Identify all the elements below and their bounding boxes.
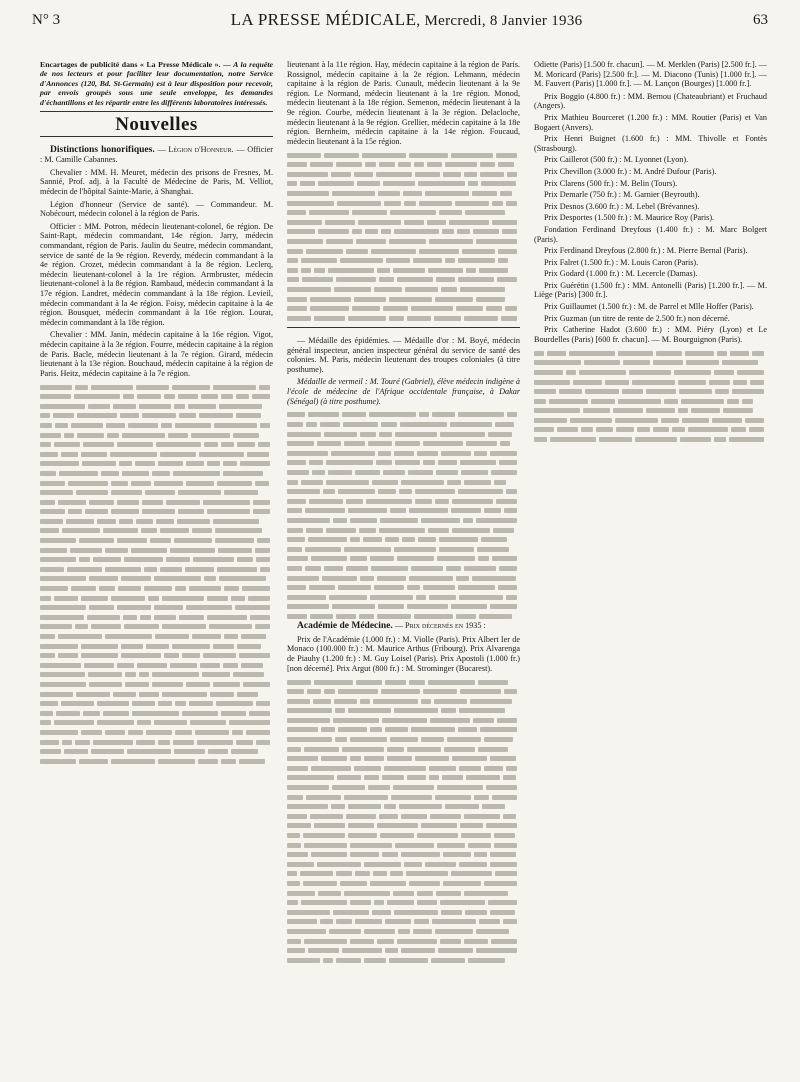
text-line [40,497,273,507]
text-line [40,421,273,431]
text-line [287,773,520,783]
text-line [40,747,273,757]
text-line [287,955,520,965]
col3-paragraph: Odiette (Paris) [1.500 fr. chacun]. — M. Merklen (Paris) [2.500 fr.]. — M. Moricard (Paris) [2.500 fr.]. — M. Diacono (Tunis) [1.000 fr.]. — M. Fauvert (Paris) [1.000 fr.]. — M. Lançon (Bourges) [1.000 fr.]. [534,60,767,89]
text-line [287,275,520,285]
text-line [287,189,520,199]
text-line [40,449,273,459]
text-line [287,927,520,937]
text-line [287,592,520,602]
chevalier-paragraph: Chevalier : MM. H. Meuret, médecin des prisons de Fresnes, M. Sannié, Prof. adj. à la Faculté de Médecine de Paris, M. Velliot, médecin de l'hôpital Sainte-Marie, à Shanghai. [40,167,273,196]
text-line [287,477,520,487]
prize-entry: Prix Guillaumet (1.500 fr.) : M. de Parrel et Mlle Hoffer (Paris). [544,302,754,312]
text-line [40,411,273,421]
text-line [287,449,520,459]
column-3 [534,60,767,965]
text-line [287,564,520,574]
divider [287,327,520,328]
page-number: 63 [753,11,768,28]
text-line [40,708,273,718]
text-line [287,256,520,266]
columns [40,60,770,965]
text-line [287,754,520,764]
prize-entry: Prix Demarle (750 fr.) : M. Garnier (Beyrouth). [544,190,700,200]
prize-entry: Prix Henri Buignet (1.600 fr.) : MM. Thivolle et Fontès (Strasbourg). [534,134,767,153]
text-line [40,517,273,527]
text-line [534,406,767,416]
medaille2-paragraph: Médaille de vermeil : M. Touré (Gabriel), élève médecin indigène à l'école de médecine de l'Afrique occidentale française, à Dakar (Sénégal) (à titre posthume). [287,377,520,406]
continued-text-block [287,410,520,621]
text-line [534,435,767,445]
text-line [40,392,273,402]
legion-sante-paragraph: Légion d'honneur (Service de santé). — Commandeur. M. Nobécourt, médecin colonel à la région de Paris. [40,199,273,219]
prize-entry: Fondation Ferdinand Dreyfous (1.400 fr.) : M. Marc Bolgert (Paris). [534,224,767,244]
text-line [40,632,273,642]
prize-entry: Prix Godard (1.000 fr.) : M. Lecercle (Damas). [544,269,698,279]
text-line [287,917,520,927]
divider [40,111,273,112]
text-line [40,440,273,450]
text-line [287,946,520,956]
text-line [287,850,520,860]
text-line [287,545,520,555]
text-line [287,802,520,812]
text-line [40,728,273,738]
continued-text-block [287,677,520,965]
text-line [287,420,520,430]
text-line [40,651,273,661]
text-line [287,869,520,879]
text-line [287,735,520,745]
prize-entry: Prix Caillerot (500 fr.) : M. Lyonnet (Lyon). [544,155,689,165]
prize-entry: Prix Clarens (500 fr.) : M. Belin (Tours). [544,178,678,188]
text-line [287,429,520,439]
text-line [40,641,273,651]
distinctions-sub: — Légion d'Honneur. [157,144,234,154]
text-line [40,478,273,488]
col2-paragraph: lieutenant à la 11e région. Hay, médecin capitaine à la région de Paris. Rossignol, médecin capitaine à la 2e région. Lehmann, médecin capitaine à la région de Paris. Cunault, médecin lieutenant à la 9e région. Le Normand, médecin lieutenant à la 1re région. Monod, médecin lieutenant à la 18e région. Semenon, médecin lieutenant à la 9e région. Courbe, médecin lieutenant à la 3e région. Delacloche, médecin lieutenant à la 9e région. Grellier, médecin capitaine à la 18e région. Bernheim, médecin capitaine à la 14e région. Foucaud, médecin lieutenant à la 15e région. [287,60,520,146]
prize-entry: Prix Desnos (3.600 fr.) : M. Lebel (Brévannes). [544,201,700,211]
text-line [40,718,273,728]
continued-text-block [534,348,767,444]
text-line [287,812,520,822]
text-line [40,574,273,584]
text-line [287,687,520,697]
text-line [40,622,273,632]
text-line [40,584,273,594]
text-line [40,545,273,555]
text-line [40,469,273,479]
text-line [287,573,520,583]
continued-text-block [287,150,520,323]
text-line [287,458,520,468]
text-line [287,583,520,593]
text-line [40,613,273,623]
text-line [40,680,273,690]
text-line [287,208,520,218]
text-line [40,670,273,680]
academie-heading [287,621,520,632]
academie-sub: — Prix décernés en 1935 : [394,621,486,631]
text-line [40,507,273,517]
text-line [40,488,273,498]
text-line [287,294,520,304]
text-line [40,382,273,392]
text-line [287,821,520,831]
text-line [287,725,520,735]
continued-text-block [40,382,273,766]
text-line [287,744,520,754]
text-line [40,401,273,411]
text-line [287,410,520,420]
prize-list [534,92,767,345]
text-line [40,459,273,469]
issue-number: N° 3 [32,11,61,28]
text-line [287,246,520,256]
text-line [534,416,767,426]
text-line [287,840,520,850]
text-line [534,425,767,435]
prize-entry: Prix Desportes (1.500 fr.) : M. Maurice Roy (Paris). [544,213,715,223]
text-line [287,602,520,612]
text-line [287,879,520,889]
column-2 [287,60,520,965]
text-line [287,487,520,497]
prize-entry: Prix Mathieu Bourceret (1.200 fr.) : MM. Routier (Paris) et Van Bogaert (Anvers). [534,112,767,132]
page-header [0,0,800,40]
text-line [534,348,767,358]
text-line [287,936,520,946]
text-line [40,699,273,709]
text-line [287,612,520,622]
text-line [40,689,273,699]
text-line [287,468,520,478]
text-line [287,237,520,247]
text-line [287,313,520,323]
text-line [287,506,520,516]
medaille-paragraph: — Médaille des épidémies. — Médaille d'or : M. Boyé, médecin général inspecteur, ancien inspecteur général du service de santé des colonies. M. Paris, médecin lieutenant des troupes coloniales (à titre posthume). [287,336,520,374]
text-line [287,860,520,870]
paper-name: LA PRESSE MÉDICALE [230,10,417,29]
text-line [534,387,767,397]
text-line [287,497,520,507]
text-line [287,198,520,208]
prize-entry: Prix Chevillon (3.000 fr.) : M. André Dufour (Paris). [544,166,717,176]
officier-text: — Officier : M. Camille Cabannes. [40,144,274,165]
text-line [287,907,520,917]
notice-title: Encartages de publicité dans « La Presse Médicale ». [40,60,221,69]
officier2-paragraph: Officier : MM. Potron, médecin lieutenant-colonel, 6e région. De Saint-Rapt, médecin commandant, 14e région. Jarry, médecin commandant, région de Paris. Jaulin du Seutre, médecin commandant, service de santé de la 9e région. Reverdy, médecin commandant à la 4e région. Crozet, médecin commandant à la 8e région. Leclerq, médecin lieutenant-colonel à la 1re région. Armbruster, médecin lieutenant-colonel à la 8e région. Rambaud, médecin commandant à la 17e région. Landret, médecin commandant à la 18e région. Levieil, médecin commandant à la 4e région. Foisy, médecin capitaine à la 4e région. Bousquet, médecin commandant à la 16e région. Lourat, médecin commandant à la 18e région. [40,221,273,327]
advertising-notice [40,60,273,107]
text-line [287,439,520,449]
text-line [287,218,520,228]
text-line [534,377,767,387]
prize-entry: Prix Ferdinand Dreyfous (2.800 fr.) : M. Pierre Bernal (Paris). [544,246,748,256]
text-line [287,706,520,716]
prize-entry: Prix Guérétin (1.500 fr.) : MM. Antonelli (Paris) [1.200 fr.]. — M. Liège (Paris) [300 fr.]. [534,280,767,300]
masthead: LA PRESSE MÉDICALE, Mercredi, 8 Janvier 1936 [230,10,583,29]
text-line [534,358,767,368]
text-line [40,737,273,747]
divider [40,136,273,137]
text-line [40,430,273,440]
text-line [287,535,520,545]
text-line [287,227,520,237]
text-line [287,783,520,793]
section-title: Nouvelles [115,114,198,136]
column-1 [40,60,273,965]
text-line [40,661,273,671]
distinctions-heading [40,145,273,165]
text-line [287,831,520,841]
text-line [287,285,520,295]
text-line [40,593,273,603]
text-line [287,516,520,526]
academie-title: Académie de Médecine. [297,621,393,632]
text-line [534,396,767,406]
text-line [287,265,520,275]
text-line [40,536,273,546]
text-line [287,696,520,706]
prize-entry: Prix Catherine Hadot (3.600 fr.) : MM. Piéry (Lyon) et Le Bourdelles (Paris) [600 fr. chacun]. — M. Bourguignon (Paris). [534,325,767,344]
distinctions-title: Distinctions honorifiques. [50,144,155,155]
text-line [287,716,520,726]
text-line [287,888,520,898]
prize-entry: Prix Guzman (un titre de rente de 2.500 fr.) non décerné. [544,313,730,323]
text-line [287,160,520,170]
academie-paragraph: Prix de l'Académie (1.000 fr.) : M. Violle (Paris). Prix Albert Ier de Monaco (100.000 fr.) : M. Maurice Arthus (Fribourg). Prix Alvarenga de Piauhy (1.200 fr.) : M. Guy Loisel (Paris). Prix Apostoli (1.000 fr.) [non décerné]. Prix Argut (800 fr.) : M. Strominger (Bucarest). [287,634,520,673]
text-line [287,764,520,774]
text-line [40,555,273,565]
notice-body: — A la requête de nos lecteurs et pour faciliter leur documentation, notre Service d'Annonces (120, Bd. St-Germain) est à leur disposition pour recevoir, par envois groupés sous une seule enveloppe, les demandes d'échantillons et les répartir entre les différents laboratoires intéressés. [40,60,273,107]
issue-date: Mercredi, 8 Janvier 1936 [424,13,583,29]
text-line [287,792,520,802]
text-line [40,565,273,575]
text-line [534,368,767,378]
text-line [40,526,273,536]
text-line [287,179,520,189]
text-line [40,756,273,766]
chevalier2-paragraph: Chevalier : MM. Janin, médecin capitaine à la 16e région. Vigot, médecin capitaine à la 3e région. Fourre, médecin capitaine à la région de Paris. Bacle, médecin lieutenant à la 7e région. Girard, médecin lieutenant à la 13e région. Bouchaud, médecin capitaine à la région de Paris. Heitz, médecin capitaine à la 7e région. [40,330,273,378]
prize-entry: Prix Boggio (4.800 fr.) : MM. Bernou (Chateaubriant) et Fruchaud (Angers). [534,91,767,111]
text-line [287,150,520,160]
text-line [287,170,520,180]
text-line [287,525,520,535]
text-line [40,603,273,613]
prize-entry: Prix Falret (1.500 fr.) : M. Louis Caron (Paris). [544,257,699,267]
text-line [287,304,520,314]
text-line [287,554,520,564]
text-line [287,898,520,908]
text-line [287,677,520,687]
